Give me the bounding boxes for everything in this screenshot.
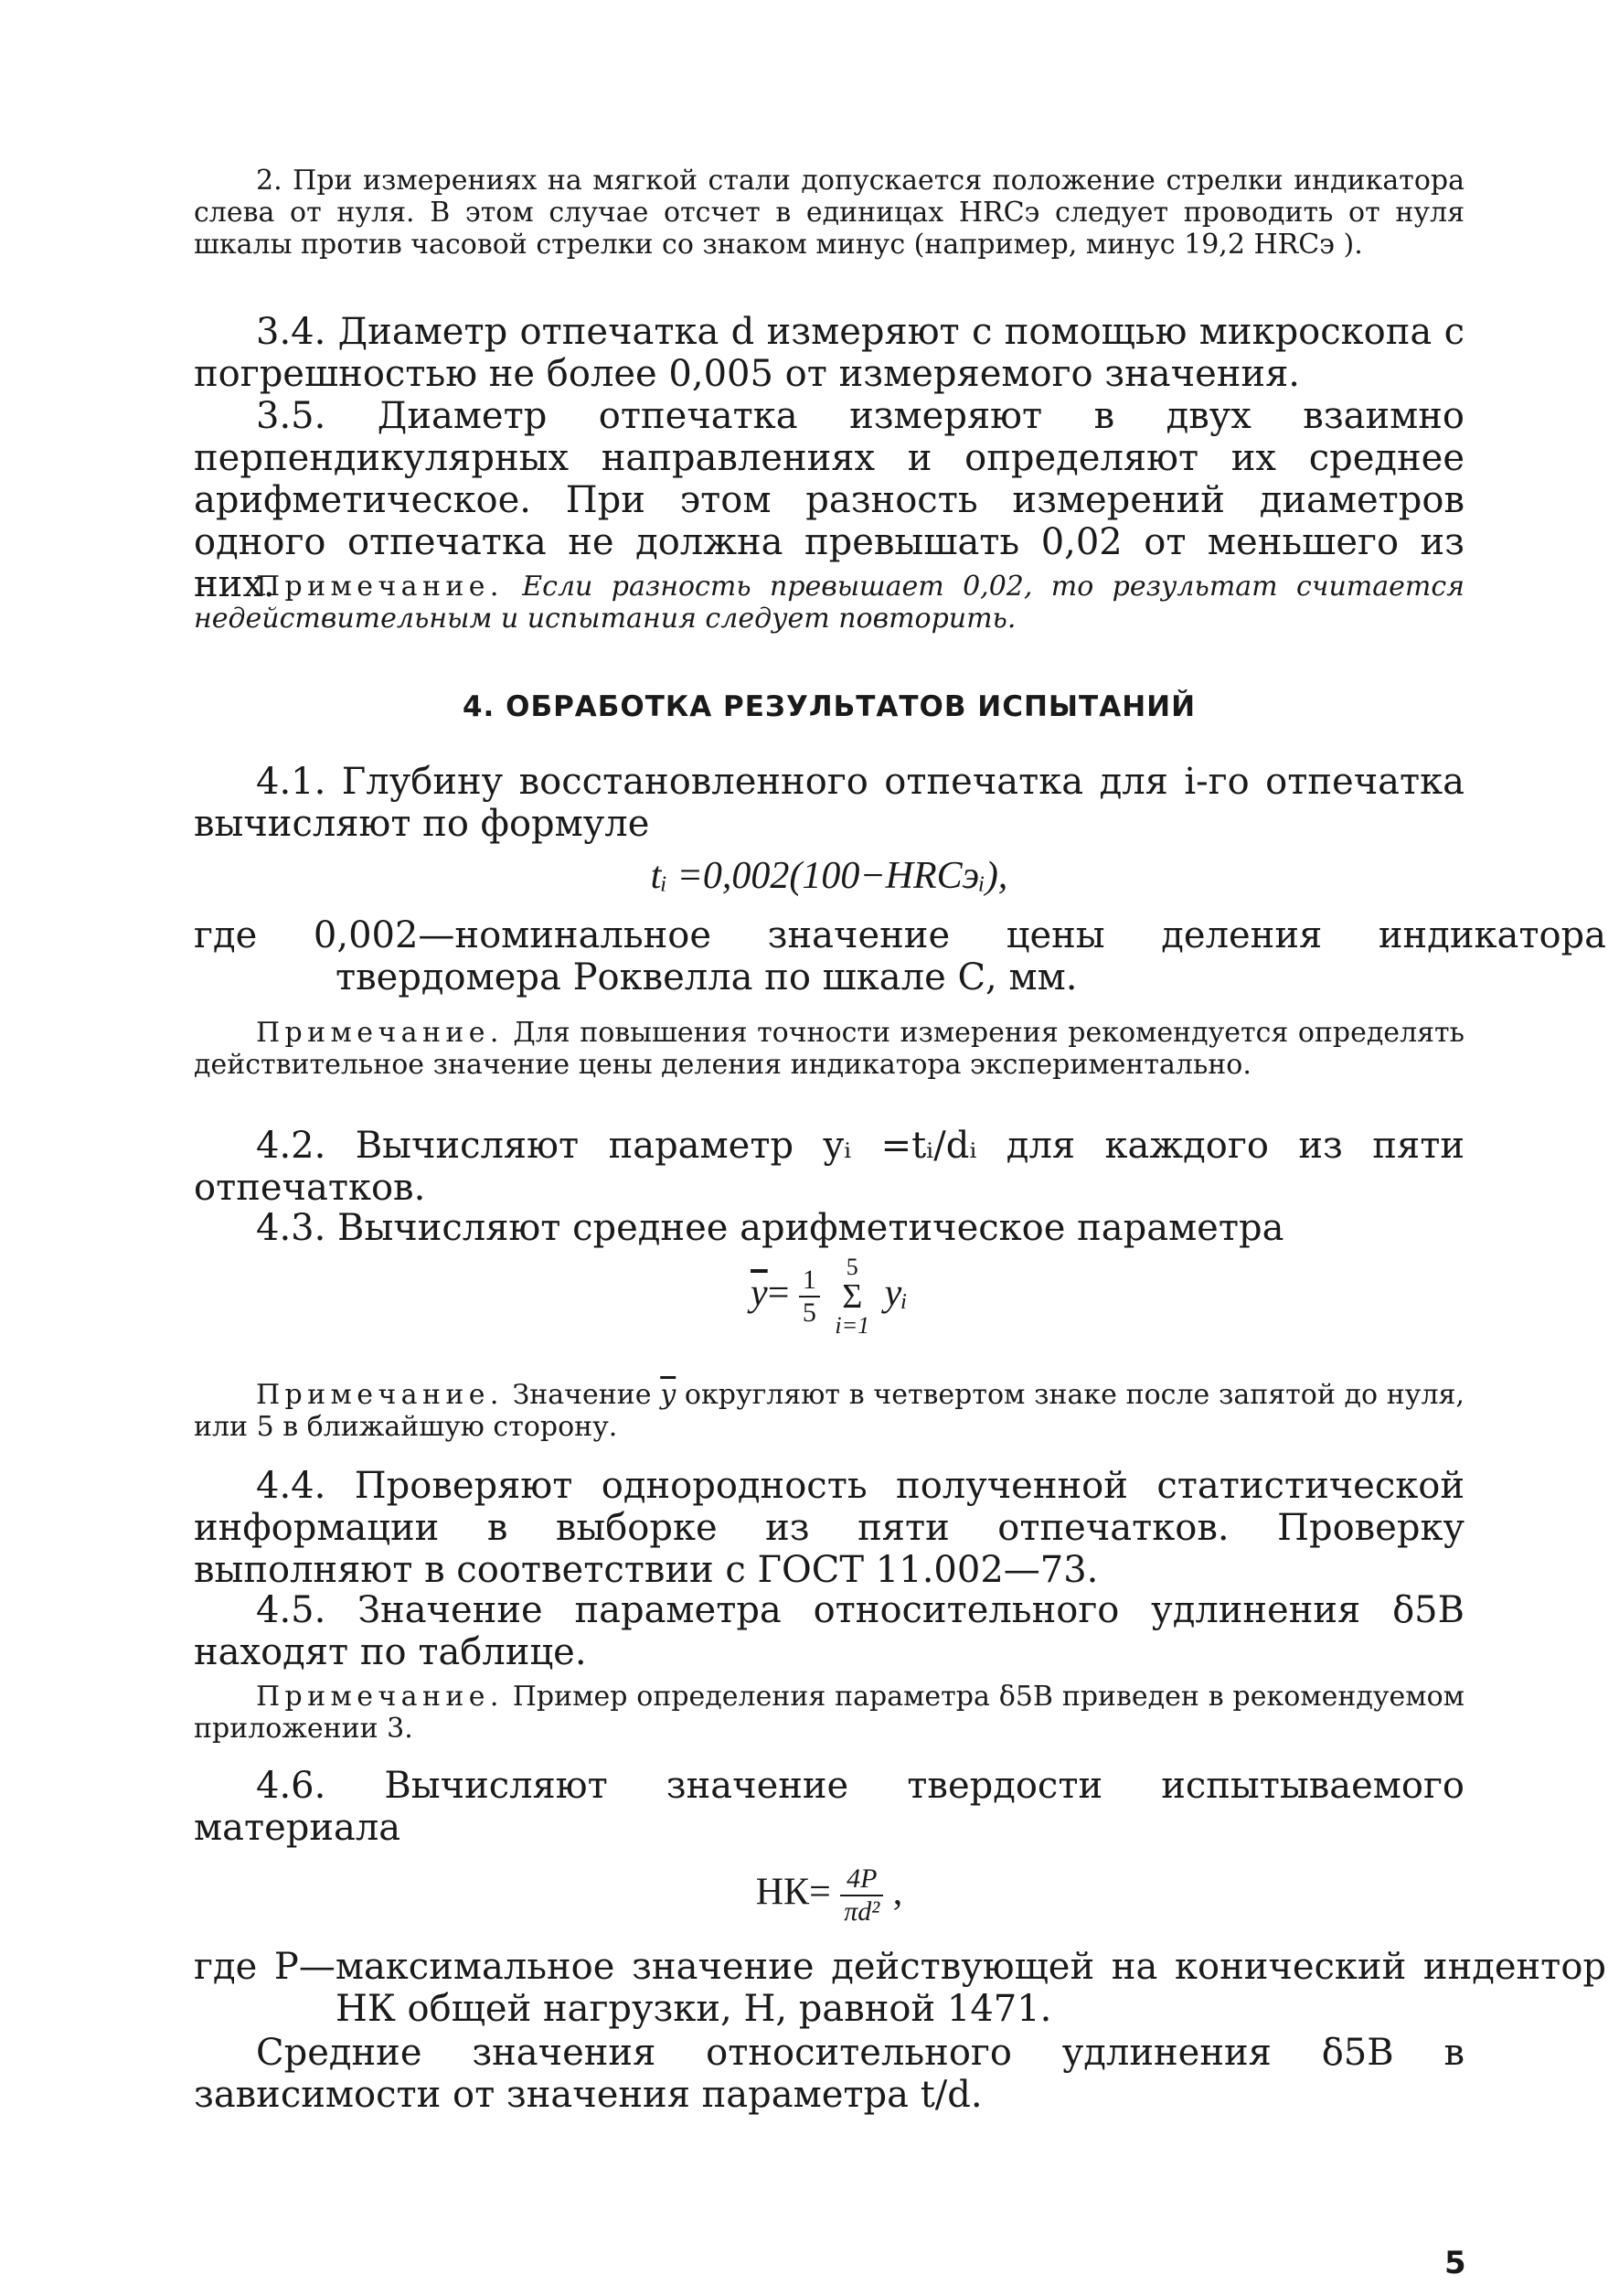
formula-depth: tᵢ =0,002(100−HRCэᵢ), — [650, 855, 1008, 897]
note-text-after: округляют в четвертом знаке после запятой до нуля, или 5 в ближайшую сторону. — [194, 1379, 1465, 1443]
formula-mean-term: yᵢ — [884, 1272, 908, 1315]
paragraph-4-1: 4.1. Глубину восстановленного отпечатка для i-го отпечатка вычисляют по формуле — [194, 761, 1465, 845]
fraction-denominator: 5 — [802, 1298, 816, 1328]
note-4-3 — [194, 1379, 1465, 1443]
section-heading: 4. ОБРАБОТКА РЕЗУЛЬТАТОВ ИСПЫТАНИЙ — [462, 690, 1197, 723]
note-text: Если разность превышает 0,02, то результат считается недействительным и испытания следует повторить. — [194, 571, 1465, 635]
paragraph-4-6: 4.6. Вычисляют значение твердости испытываемого материала — [194, 1765, 1465, 1849]
note-item-2: 2. При измерениях на мягкой стали допускается положение стрелки индикатора слева от нуля. В этом случае отсчет в единицах HRCэ следует проводить от нуля шкалы против часовой стрелки со знаком минус (например, минус 19,2 HRCэ ). — [194, 165, 1465, 261]
formula-mean-lhs: $\overline{y}$ — [751, 1272, 768, 1315]
formula-hardness-fraction — [840, 1863, 883, 1928]
page-number: 5 — [1444, 2245, 1466, 2281]
sigma-symbol: Σ — [842, 1277, 863, 1316]
fraction-numerator: 1 — [799, 1265, 820, 1298]
note-label: Примечание. — [256, 1379, 504, 1411]
formula-hardness-tail: , — [892, 1871, 903, 1914]
summation — [835, 1255, 869, 1339]
paragraph-3-5: 3.5. Диаметр отпечатка измеряют в двух взаимно перпендикулярных направлениях и определяют их среднее арифметическое. При этом разность измерений диаметров одного отпечатка не должна превышать 0,02 от меньшего из них. — [194, 395, 1465, 605]
note-4-5 — [194, 1681, 1465, 1745]
paragraph-4-5: 4.5. Значение параметра относительного удлинения δ5В находят по таблице. — [194, 1589, 1465, 1673]
fraction-numerator: 4P — [840, 1863, 883, 1896]
sum-upper-limit: 5 — [846, 1254, 858, 1280]
where-4-6: где P—максимальное значение действующей на конический индентор НК общей нагрузки, Н, равной 1471. — [194, 1946, 1606, 2030]
where-4-1: где 0,002—номинальное значение цены деления индикатора твердомера Роквелла по шкале С, мм. — [194, 914, 1606, 998]
sum-lower-limit: i=1 — [835, 1312, 870, 1339]
formula-hardness-lhs: НК= — [755, 1871, 831, 1914]
note-variable: $\overline{y}$ — [660, 1379, 676, 1411]
note-label: Примечание. — [256, 1017, 504, 1049]
fraction-denominator: πd² — [844, 1896, 880, 1927]
formula-mean — [194, 1255, 1465, 1339]
formula-hardness — [194, 1863, 1465, 1928]
formula-mean-eq: = — [767, 1272, 790, 1315]
note-text: Для повышения точности измерения рекомендуется определять действительное значение цены деления индикатора экспериментально. — [194, 1017, 1465, 1081]
note-3-5 — [194, 571, 1465, 635]
note-text-before: Значение — [512, 1379, 652, 1411]
note-4-1 — [194, 1017, 1465, 1081]
paragraph-3-4: 3.4. Диаметр отпечатка d измеряют с помощью микроскопа с погрешностью не более 0,005 от измеряемого значения. — [194, 311, 1465, 395]
note-text: Пример определения параметра δ5В приведен в рекомендуемом приложении 3. — [194, 1681, 1465, 1745]
paragraph-last: Средние значения относительного удлинения δ5В в зависимости от значения параметра t/d. — [194, 2032, 1465, 2116]
note-label: Примечание. — [256, 571, 504, 603]
paragraph-4-4: 4.4. Проверяют однородность полученной статистической информации в выборке из пяти отпечатков. Проверку выполняют в соответствии с ГОСТ 11.002—73. — [194, 1465, 1465, 1591]
note-label: Примечание. — [256, 1681, 504, 1713]
paragraph-4-2: 4.2. Вычисляют параметр yᵢ =tᵢ/dᵢ для каждого из пяти отпечатков. — [194, 1125, 1465, 1209]
formula-mean-fraction — [799, 1265, 820, 1329]
paragraph-4-3: 4.3. Вычисляют среднее арифметическое параметра — [256, 1207, 1284, 1249]
